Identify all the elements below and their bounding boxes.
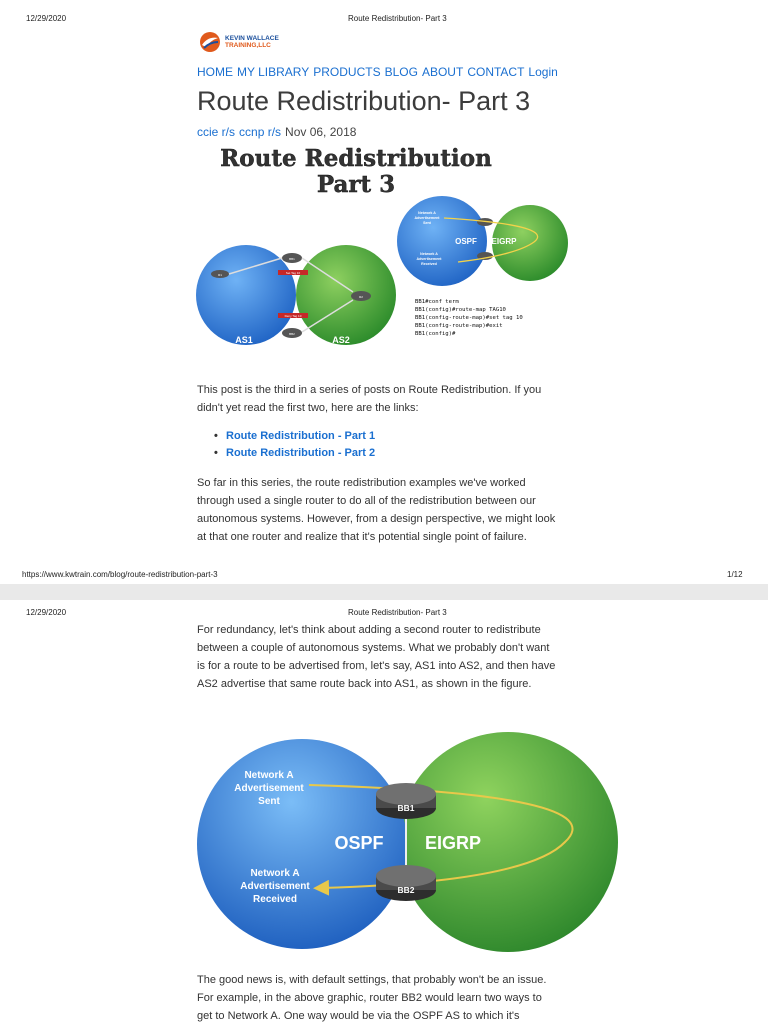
- series-links: [214, 428, 375, 462]
- hero-image: [196, 140, 578, 352]
- received-label-1: Network A: [250, 868, 300, 879]
- link-part-2[interactable]: • Route Redistribution - Part 2: [214, 445, 375, 462]
- nav-home[interactable]: HOME: [197, 65, 233, 79]
- intro-paragraph: This post is the third in a series of posts on Route Redistribution. If you didn't yet read the first two, here are the links:: [197, 384, 542, 414]
- tag-ccie[interactable]: ccie r/s: [197, 125, 236, 139]
- nav-contact[interactable]: CONTACT: [467, 65, 525, 79]
- paragraph-3: For redundancy, let's think about adding a second router to redistribute between a couple of autonomous systems. What we probably don't want is for a route to be advertised from, let's say, AS1 into AS2, and then have AS2 advertise that same route back into AS1, as shown in the figure.: [197, 624, 556, 690]
- main-nav: [197, 65, 562, 79]
- hero-deny-tag-label: Deny Tag 10: [284, 313, 302, 318]
- hero-cli-5: BB1(config)#: [415, 331, 456, 337]
- print-url: https://www.kwtrain.com/blog/route-redistribution-part-3: [22, 570, 218, 579]
- router-bb1: [376, 783, 436, 819]
- hero-cli-1: BB1#conf term: [415, 299, 459, 305]
- post-date: Nov 06, 2018: [285, 125, 357, 139]
- hero-router-bb1: [282, 253, 302, 263]
- hero-mini-sent-1: Network A: [418, 211, 436, 215]
- nav-products[interactable]: PRODUCTS: [313, 65, 381, 79]
- hero-as1-label: AS1: [235, 335, 253, 345]
- received-label-2: Advertisement: [240, 881, 310, 892]
- paragraph-4: The good news is, with default settings, that probably won't be an issue. For example, in the above graphic, router BB2 would learn two ways to get to Network A. One way would be via the OSPF AS to which it's: [197, 974, 547, 1022]
- nav-login[interactable]: Login: [528, 65, 558, 79]
- nav-my-library[interactable]: MY LIBRARY: [237, 65, 310, 79]
- hero-mini-ospf: OSPF: [455, 237, 477, 246]
- router-bb2-label: BB2: [397, 885, 415, 895]
- print-page-number: 1/12: [727, 570, 743, 579]
- eigrp-label: EIGRP: [424, 833, 482, 853]
- hero-title-line2: Part 3: [316, 171, 396, 198]
- hero-cli-3: BB1(config-route-map)#set tag 10: [415, 315, 523, 321]
- received-label-3: Received: [253, 894, 297, 905]
- hero-cli-2: BB1(config)#route-map TAG10: [415, 307, 506, 313]
- post-title: Route Redistribution- Part 3: [197, 86, 531, 116]
- hero-mini-received-3: Received: [421, 262, 437, 266]
- hero-router-r2: [351, 291, 371, 301]
- hero-mini-received-2: Advertisement: [416, 257, 442, 261]
- hero-mini-eigrp: EIGRP: [491, 237, 517, 246]
- print-date: 12/29/2020: [26, 14, 67, 23]
- sent-label-3: Sent: [258, 796, 280, 807]
- hero-as2-circle: [296, 245, 396, 345]
- hero-mini-received-1: Network A: [420, 252, 438, 256]
- post-meta: [197, 125, 356, 139]
- site-logo[interactable]: [198, 30, 279, 54]
- logo-line2: TRAINING,LLC: [225, 42, 271, 49]
- link-part-1[interactable]: • Route Redistribution - Part 1: [214, 428, 375, 445]
- logo-line1: KEVIN WALLACE: [225, 35, 279, 42]
- hero-cli-4: BB1(config-route-map)#exit: [415, 323, 503, 329]
- hero-r1-label: R1: [218, 273, 222, 277]
- tag-ccnp[interactable]: ccnp r/s: [239, 125, 282, 139]
- hero-r2-label: R2: [359, 295, 363, 299]
- router-bb2: [376, 865, 436, 901]
- pdf-page-2: [0, 600, 768, 1024]
- router-bb1-label: BB1: [397, 803, 415, 813]
- print-doc-title: Route Redistribution- Part 3: [348, 14, 447, 23]
- nav-blog[interactable]: BLOG: [384, 65, 418, 79]
- hero-as2-label: AS2: [332, 335, 350, 345]
- sent-label-1: Network A: [244, 770, 294, 781]
- sent-label-2: Advertisement: [234, 783, 304, 794]
- ospf-label: OSPF: [334, 833, 384, 853]
- hero-router-bb2: [282, 328, 302, 338]
- paragraph-2: So far in this series, the route redistribution examples we've worked through used a single router to do all of the redistribution between our autonomous systems. However, from a design perspective, we might look at that one router and realize that it's potential single point of failure.: [197, 477, 556, 543]
- hero-mini-sent-3: Sent: [423, 221, 431, 225]
- print-doc-title-p2: Route Redistribution- Part 3: [348, 608, 447, 617]
- nav-about[interactable]: ABOUT: [421, 65, 464, 79]
- hero-title-line1: Route Redistribution: [220, 145, 492, 172]
- logo-text: [225, 35, 279, 49]
- hero-bb2-label: BB2: [289, 332, 295, 336]
- redistribution-diagram: [197, 722, 619, 977]
- hero-as1-circle: [196, 245, 296, 345]
- print-date-p2: 12/29/2020: [26, 608, 67, 617]
- hero-bb1-label: BB1: [289, 257, 295, 261]
- logo-swoosh-icon: [198, 30, 222, 54]
- hero-mini-sent-2: Advertisement: [414, 216, 440, 220]
- hero-router-r1: [211, 270, 229, 278]
- hero-set-tag-label: Set Tag 10: [285, 270, 301, 275]
